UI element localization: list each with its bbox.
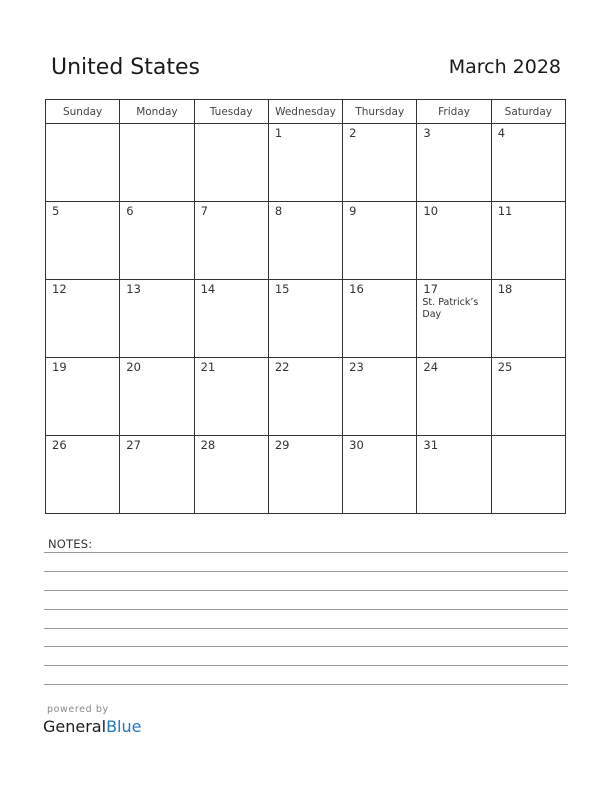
day-cell (46, 436, 120, 514)
day-number: 11 (497, 204, 513, 218)
day-cell (46, 202, 120, 280)
day-cell (343, 202, 417, 280)
day-cell (268, 124, 342, 202)
day-number: 15 (274, 282, 290, 296)
day-number: 14 (200, 282, 216, 296)
day-number: 26 (52, 438, 67, 452)
day-cell (120, 280, 194, 358)
weekday-header: Saturday (491, 100, 565, 124)
day-cell (343, 358, 417, 436)
note-line (44, 590, 568, 591)
day-number: 21 (200, 360, 216, 374)
day-number: 24 (423, 360, 439, 374)
calendar-grid (45, 99, 566, 514)
week-row (46, 202, 566, 280)
day-cell (194, 202, 268, 280)
day-number: 28 (200, 438, 216, 452)
note-line (44, 628, 568, 629)
day-number: 19 (52, 360, 67, 374)
note-line (44, 646, 568, 647)
day-cell (194, 436, 268, 514)
day-cell (120, 124, 194, 202)
weekday-header: Sunday (46, 100, 120, 124)
day-number: 13 (126, 282, 141, 296)
note-line (44, 684, 568, 685)
weekday-header: Friday (417, 100, 491, 124)
day-number: 1 (274, 126, 283, 140)
day-cell (491, 358, 565, 436)
day-number: 18 (497, 282, 513, 296)
day-cell (120, 436, 194, 514)
day-cell (491, 436, 565, 514)
day-number: 3 (423, 126, 431, 140)
day-cell (343, 436, 417, 514)
day-number: 2 (349, 126, 357, 140)
day-number: 17 (423, 282, 439, 296)
holiday-label: St. Patrick’s Day (422, 297, 479, 320)
generalblue-logo (43, 717, 141, 736)
day-cell (491, 124, 565, 202)
day-number: 10 (423, 204, 439, 218)
day-number (195, 124, 268, 127)
day-cell (417, 280, 491, 358)
notes-label: NOTES: (48, 537, 93, 551)
week-row (46, 358, 566, 436)
brand-name-part2: Blue (106, 717, 142, 736)
day-number: 23 (349, 360, 364, 374)
day-number: 12 (52, 282, 67, 296)
day-number: 7 (200, 204, 208, 218)
note-line (44, 665, 568, 666)
day-number (46, 124, 119, 127)
day-cell (417, 358, 491, 436)
day-cell (194, 358, 268, 436)
day-number: 8 (274, 204, 283, 218)
day-number: 31 (423, 438, 439, 452)
day-cell (194, 124, 268, 202)
day-number: 4 (497, 126, 506, 140)
day-number: 29 (274, 438, 290, 452)
day-number: 27 (126, 438, 141, 452)
day-number: 6 (126, 204, 134, 218)
week-row (46, 436, 566, 514)
weekday-header: Monday (120, 100, 194, 124)
day-cell (46, 280, 120, 358)
weekday-header: Tuesday (194, 100, 268, 124)
day-cell (268, 280, 342, 358)
weekday-header-row (46, 100, 566, 124)
day-cell (120, 202, 194, 280)
day-cell (268, 358, 342, 436)
note-line (44, 609, 568, 610)
day-number (120, 124, 193, 127)
day-cell (46, 124, 120, 202)
day-cell (343, 124, 417, 202)
day-cell (417, 202, 491, 280)
week-row (46, 280, 566, 358)
day-cell (417, 436, 491, 514)
day-number: 16 (349, 282, 364, 296)
calendar-country-title: United States (51, 55, 200, 80)
note-line (44, 552, 568, 553)
day-number: 5 (52, 204, 60, 218)
day-cell (268, 202, 342, 280)
brand-name-part1: General (43, 717, 107, 736)
day-number: 25 (497, 360, 513, 374)
day-number (492, 436, 565, 439)
note-line (44, 571, 568, 572)
day-cell (46, 358, 120, 436)
day-number: 9 (349, 204, 357, 218)
day-cell (194, 280, 268, 358)
weekday-header: Wednesday (268, 100, 342, 124)
day-cell (343, 280, 417, 358)
day-cell (491, 280, 565, 358)
day-cell (491, 202, 565, 280)
day-cell (417, 124, 491, 202)
day-cell (268, 436, 342, 514)
day-number: 20 (126, 360, 141, 374)
powered-by-text: powered by (47, 704, 109, 715)
calendar-month-title: March 2028 (448, 56, 561, 78)
day-number: 30 (349, 438, 364, 452)
weekday-header: Thursday (343, 100, 417, 124)
week-row (46, 124, 566, 202)
day-cell (120, 358, 194, 436)
day-number: 22 (274, 360, 290, 374)
